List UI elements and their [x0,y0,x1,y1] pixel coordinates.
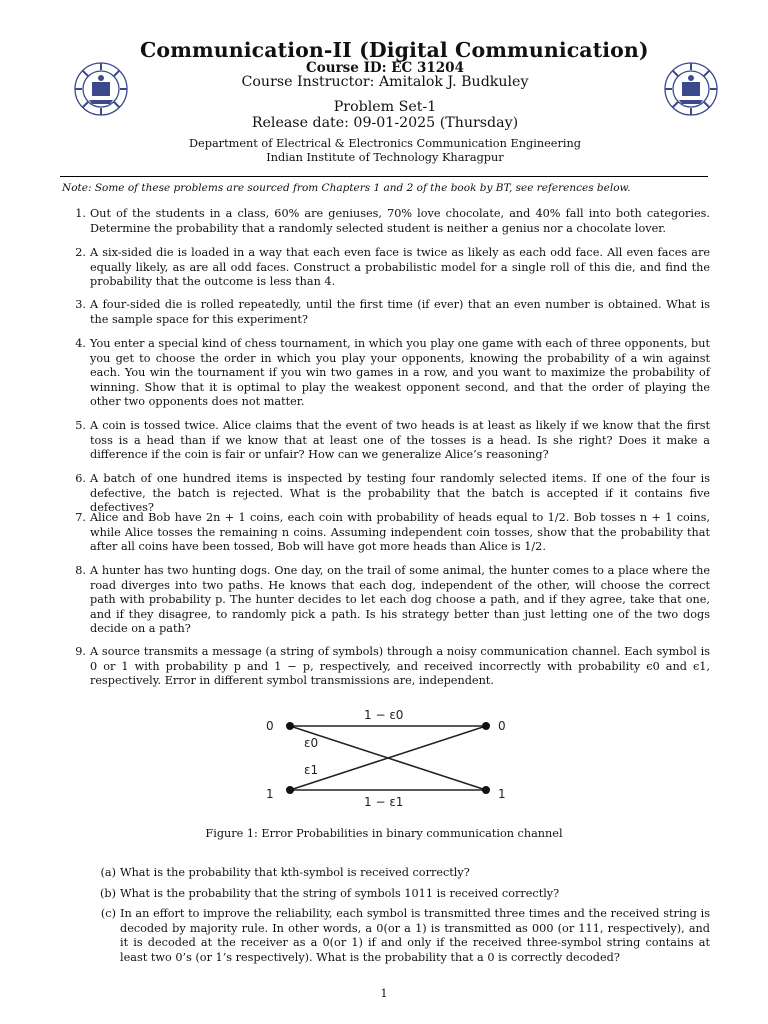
course-id: Course ID: EC 31204 [306,60,464,76]
problem-number: 5. [75,419,86,432]
output-node-0 [482,722,490,730]
problem-text: A coin is tossed twice. Alice claims that the event of two heads is at least as likely if we know that the first toss is a head than if we know that at least one of the tosses is a head. Is she right? Does it make a difference if the coin is fair or unfair? How can we generalize Alice’s reasoning? [90,419,710,461]
problem-number: 2. [75,246,86,259]
subpart-text: In an effort to improve the reliability, each symbol is transmitted three times and the received string is decoded by majority rule. In other words, a 0(or a 1) is transmitted as 000 (or 111, respectively), and it is decoded at the receiver as a 0(or 1) if and only if the received three-symbol string contains at least two 0’s (or 1’s respectively). What is the probability that a 0 is correctly decoded? [120,907,710,964]
edge-label-bottom: 1 − ε1 [364,795,404,809]
header-divider [60,176,708,177]
problem-number: 1. [75,207,86,220]
problem-number: 3. [75,298,86,311]
problem-text: A six-sided die is loaded in a way that each even face is twice as likely as each odd face. All even faces are equally likely, as are all odd faces. Construct a probabilistic model for a single roll of this die, and find the probability that the outcome is less than 4. [90,246,710,288]
input-label-1: 1 [266,787,274,801]
input-node-1 [286,786,294,794]
problem-number: 4. [75,337,86,350]
release-date: Release date: 09-01-2025 (Thursday) [251,115,519,131]
problem-number: 7. [75,511,86,524]
output-label-1: 1 [498,787,506,801]
problem-number: 9. [75,645,86,658]
iit-kharagpur-logo-left [72,60,130,118]
subpart-label: (a) [100,866,116,879]
cross-label-eps1: ε1 [304,763,319,777]
problem-text: A hunter has two hunting dogs. One day, on the trail of some animal, the hunter comes to a place where the road diverges into two paths. He knows that each dog, independent of the other, will choose the correct path with probability p. The hunter decides to let each dog choose a path, and if they agree, take that one, and if they disagree, to randomly pick a path. Is his strategy better than just letting one of the two dogs decide on a path? [90,564,710,635]
subpart-label: (b) [100,887,116,900]
page-number: 1 [380,987,388,1000]
input-node-0 [286,722,294,730]
document-title: Communication-II (Digital Communication) [140,38,649,62]
figure-caption: Figure 1: Error Probabilities in binary communication channel [205,827,563,840]
problem-set-title: Problem Set-1 [333,99,437,115]
edge-label-top: 1 − ε0 [364,708,404,722]
problem-text: Alice and Bob have 2n + 1 coins, each coin with probability of heads equal to 1/2. Bob tosses n + 1 coins, while Alice tosses the remaining n coins. Assuming independent coin tosses, show that the probability that after all coins have been tossed, Bob will have got more heads than Alice is 1/2. [90,511,710,553]
subpart-label: (c) [100,907,116,920]
problem-text: A four-sided die is rolled repeatedly, until the first time (if ever) that an even number is obtained. What is the sample space for this experiment? [90,298,710,326]
note: Note: Some of these problems are sourced from Chapters 1 and 2 of the book by BT, see references below. [62,182,631,194]
institute: Indian Institute of Technology Kharagpur [266,151,504,164]
problem-text: You enter a special kind of chess tournament, in which you play one game with each of three opponents, but you get to choose the order in which you play your opponents, knowing the probability of a win against each. You win the tournament if you win two games in a row, and you want to maximize the probability of winning. Show that it is optimal to play the weakest opponent second, and that the order of playing the other two opponents does not matter. [90,337,710,408]
iit-kharagpur-logo-right [662,60,720,118]
problem-text: A batch of one hundred items is inspected by testing four randomly selected items. If one of the four is defective, the batch is rejected. What is the probability that the batch is accepted if it contains five defectives? [90,472,710,514]
output-label-0: 0 [498,719,506,733]
input-label-0: 0 [266,719,274,733]
problem-text: Out of the students in a class, 60% are geniuses, 70% love chocolate, and 40% fall into both categories. Determine the probability that a randomly selected student is neither a genius nor a chocolate lover. [90,207,710,235]
department: Department of Electrical & Electronics Communication Engineering [188,137,582,150]
problem-number: 8. [75,564,86,577]
course-instructor: Course Instructor: Amitalok J. Budkuley [241,74,529,90]
output-node-1 [482,786,490,794]
cross-label-eps0: ε0 [304,736,319,750]
problem-text: A source transmits a message (a string of symbols) through a noisy communication channel. Each symbol is 0 or 1 with probability p and 1 − p, respectively, and received incorrectly with probability ϵ0 and ϵ1, respectively. Error in different symbol transmissions are, independent. [90,645,710,687]
binary-channel-diagram [250,700,530,810]
subpart-text: What is the probability that kth-symbol is received correctly? [120,866,470,879]
problem-number: 6. [75,472,86,485]
subpart-text: What is the probability that the string of symbols 1011 is received correctly? [120,887,560,900]
